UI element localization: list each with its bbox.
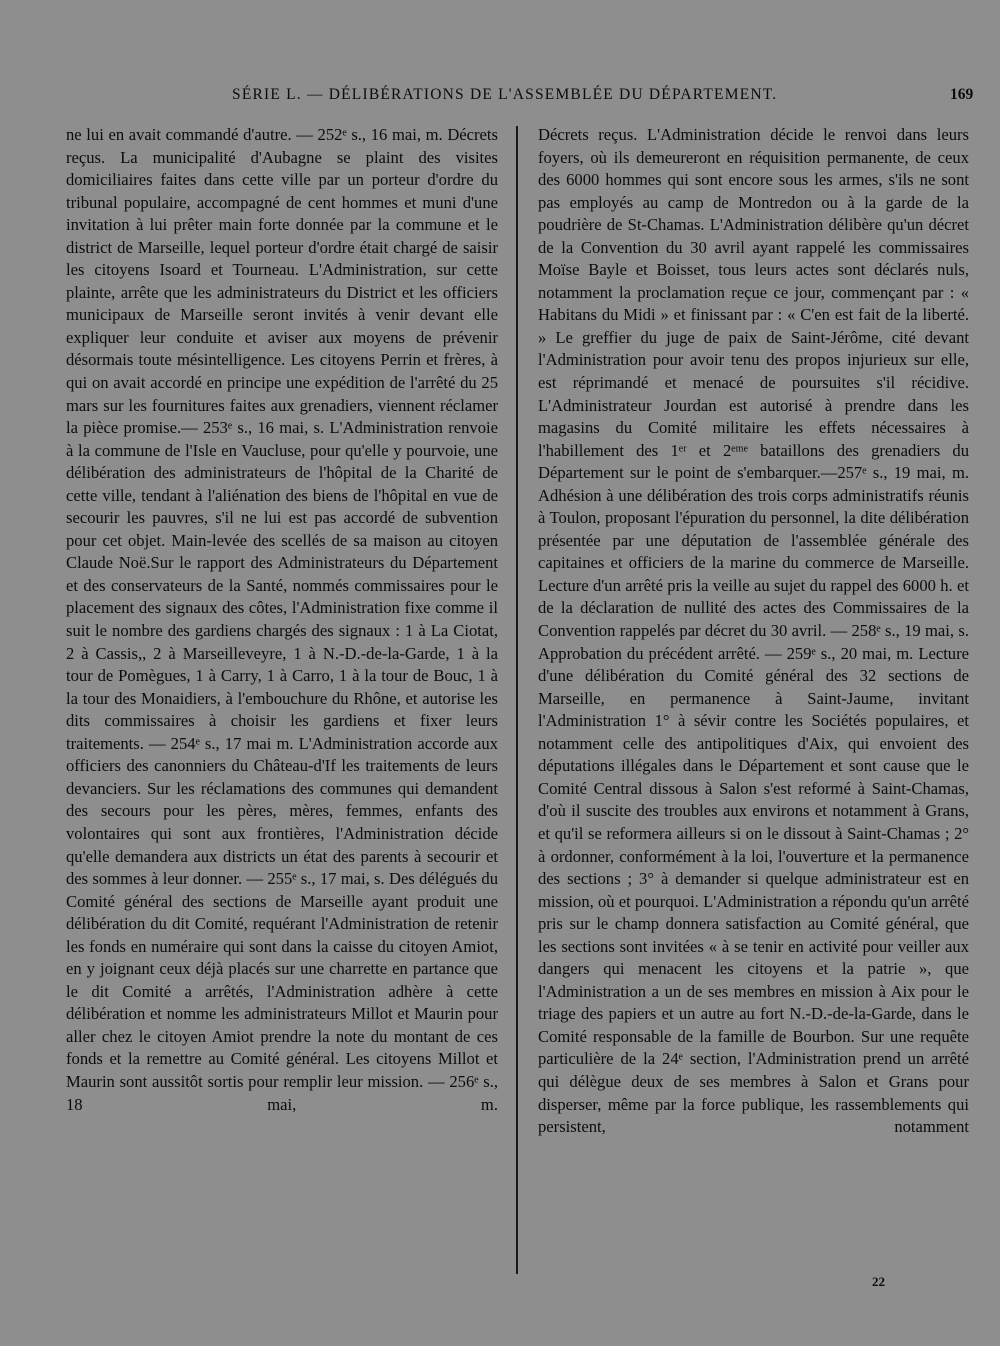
left-column-text: ne lui en avait commandé d'autre. — 252ᵉ s., 16 mai, m. Décrets reçus. La municipalité d'Aubagne se plaint des visites domiciliaires faites dans cette ville par un porteur d'ordre du tribunal populaire, accompagné de cent hommes et muni d'une invitation à lui prêter main forte donnée par la commune et le district de Marseille, lequel porteur d'ordre était chargé de saisir les citoyens Isoard et Tourneau. L'Administration, sur cette plainte, arrête que les administrateurs du District et les officiers municipaux de Marseille seront invités à venir devant elle expliquer leur conduite et aviser aux moyens de prévenir désormais toute mésintelligence. Les citoyens Perrin et frères, à qui on avait accordé en principe une expédition de l'arrêté du 25 mars sur les fournitures faites aux grenadiers, viennent réclamer la pièce promise.— 253ᵉ s., 16 mai, s. L'Administration renvoie à la commune de l'Isle en Vaucluse, pour qu'elle y pourvoie, une délibération des administrateurs de l'hôpital de la Charité de cette ville, tendant à l'aliénation des biens de l'hôpital en vue de secourir les pauvres, s'il ne lui est pas accordé de subvention pour cet objet. Main-levée des scellés de sa maison au citoyen Claude Noë.Sur le rapport des Administrateurs du Département et des conservateurs de la Santé, nommés commissaires pour le placement des signaux des côtes, l'Administration fixe comme il suit le nombre des gardiens chargés des signaux : 1 à La Ciotat, 2 à Cassis,, 2 à Marseilleveyre, 1 à N.-D.-de-la-Garde, 1 à la tour de Pomègues, 1 à Carry, 1 à Carro, 1 à la tour de Bouc, 1 à la tour des Monaidiers, à l'embouchure du Rhône, et autorise les dits commissaires à choisir les gardiens et fixer leurs traitements. — 254ᵉ s., 17 mai m. L'Administration accorde aux officiers des canonniers du Château-d'If les traitements de leurs devanciers. Sur les réclamations des communes qui demandent des secours pour les pères, mères, femmes, enfants des volontaires qui sont aux frontières, l'Administration décide qu'elle demandera aux districts un état des parents à secourir et des sommes à leur donner. — 255ᵉ s., 17 mai, s. Des délégués du Comité général des sections de Marseille ayant produit une délibération du dit Comité, requérant l'Administration de retenir les fonds en numéraire qui sont dans la caisse du citoyen Amiot, en y joignant ceux déjà placés sur une charrette en partance que le dit Comité a arrêtés, l'Administration adhère à cette délibération et nomme les administrateurs Millot et Maurin pour aller chez le citoyen Amiot prendre la note du montant de ces fonds et la remettre au Comité général. Les citoyens Millot et Maurin sont aussitôt sortis pour remplir leur mission. — 256ᵉ s., 18 mai, m. xyxy=(66,125,498,1114)
running-header xyxy=(0,86,1000,110)
left-column xyxy=(66,124,498,1116)
column-divider xyxy=(516,126,518,1274)
running-title: SÉRIE L. — DÉLIBÉRATIONS DE L'ASSEMBLÉE DU DÉPARTEMENT. xyxy=(232,86,778,103)
printer-signature-mark: 22 xyxy=(872,1274,885,1289)
right-column-text: Décrets reçus. L'Administration décide le renvoi dans leurs foyers, où ils demeureront en réquisition permanente, de ceux des 6000 hommes qui sont encore sous les armes, s'ils ne sont pas employés au camp de Montredon ou à la garde de la poudrière de St-Chamas. L'Administration délibère qu'un décret de la Convention du 30 avril ayant rappelé les commissaires Moïse Bayle et Boisset, tous leurs actes sont déclarés nuls, notamment la proclamation reçue ce jour, commençant par : « Habitans du Midi » et finissant par : « C'en est fait de la liberté. » Le greffier du juge de paix de Saint-Jérôme, cité devant l'Administration pour avoir tenu des propos injurieux sur elle, est réprimandé et menacé de poursuites s'il récidive. L'Administrateur Jourdan est autorisé à prendre dans les magasins du Comité militaire les effets nécessaires à l'habillement des 1ᵉʳ et 2ᵉᵐᵉ bataillons des grenadiers du Département sur le point de s'embarquer.—257ᵉ s., 19 mai, m. Adhésion à une délibération des trois corps administratifs réunis à Toulon, proposant l'épuration du personnel, la dite délibération présentée par une députation de l'assemblée générale des capitaines et officiers de la marine du commerce de Marseille. Lecture d'un arrêté pris la veille au sujet du rappel des 6000 h. et de la déclaration de nullité des actes des Commissaires de la Convention rappelés par décret du 30 avril. — 258ᵉ s., 19 mai, s. Approbation du précédent arrêté. — 259ᵉ s., 20 mai, m. Lecture d'une délibération du Comité général des 32 sections de Marseille, en permanence à Saint-Jaume, invitant l'Administration 1° à sévir contre les Sociétés populaires, et notamment celle des antipolitiques d'Aix, qui envoient des députations illégales dans le Département et sont cause que le Comité Central dissous à Salon s'est reformé à Saint-Chamas, d'où il suscite des troubles aux environs et notamment à Grans, et qu'il se reformera ailleurs si on le dissout à Saint-Chamas ; 2° à ordonner, conformément à la loi, l'ouverture et la permanence des sections ; 3° à demander si quelque administrateur est en mission, où et pourquoi. L'Administration a répondu qu'un arrêté pris sur le champ donnera satisfaction au Comité général, que les sections sont invitées « à se tenir en activité pour veiller aux dangers qui menacent les citoyens et la patrie », que l'Administration a un de ses membres en mission à Aix pour le triage des papiers et un autre au fort N.-D.-de-la-Garde, dans le Comité responsable de la famille de Bourbon. Sur une requête particulière de la 24ᵉ section, l'Administration prend un arrêté qui délègue deux de ses membres à Salon et Grans pour disperser, même par la force publique, les rassemblements qui persistent, notamment xyxy=(538,125,969,1137)
page-number: 169 xyxy=(950,86,974,103)
right-column xyxy=(538,124,969,1139)
